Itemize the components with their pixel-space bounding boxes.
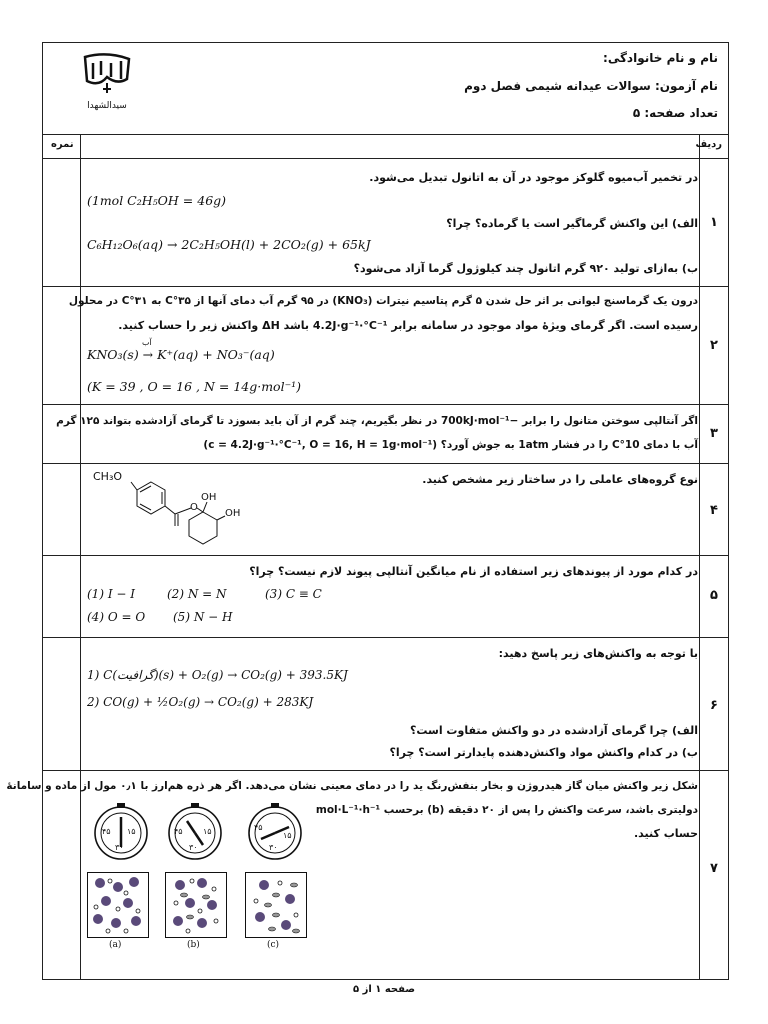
q5-option-2: (2) N = N (167, 587, 227, 601)
particle-box-c (245, 872, 307, 938)
q2-reaction-block (87, 338, 387, 365)
particles-icon (166, 873, 226, 937)
q2-number: ۲ (710, 338, 718, 353)
page-count: تعداد صفحه: ۵ (632, 106, 718, 120)
q1-reaction: C₆H₁₂O₆(aq) → 2C₂H₅OH(l) + 2CO₂(g) + 65kJ (87, 237, 371, 252)
q2-reaction: KNO₃(s) → K⁺(aq) + NO₃⁻(aq) (87, 347, 275, 362)
q7-line1: شکل زیر واکنش میان گاز هیدروژن و بخار بنفش‌رنگ ید را در دمای معینی نشان می‌دهد. اگر هر ذره هم‌ارز با ۰٫۱ مول از ماده و سامانهٔ (6, 780, 698, 792)
clock-b: ۱۵ ۳۰ ۴۵ (165, 801, 225, 861)
student-name-label: نام و نام خانوادگی: (603, 51, 718, 65)
q4-ch3o: CH₃O (93, 470, 123, 483)
q6-part-a: الف) چرا گرمای آزادشده در دو واکنش متفاوت است؟ (409, 724, 698, 737)
panel-label-a: (a) (109, 940, 122, 950)
col-row: ردیف (695, 139, 722, 150)
q6-intro: با توجه به واکنش‌های زیر پاسخ دهید: (498, 647, 698, 660)
clock-a: ۱۵ ۳۰ ۴۵ (91, 801, 151, 861)
q4-structure (93, 468, 273, 552)
q4-o: O (190, 502, 198, 513)
logo-mark-icon (77, 49, 137, 95)
logo-text: سیدالشهدا (87, 101, 127, 111)
q2-line1: درون یک گرماسنج لیوانی بر اثر حل شدن ۵ گرم پتاسیم نیترات (KNO₃) در ۹۵ گرم آب دمای آنها از ۳۵°C به ۳۱°C در محلول (68, 295, 698, 307)
q2-over-arrow: آب (142, 338, 152, 347)
particle-box-a (87, 872, 149, 938)
q7-number: ۷ (710, 861, 718, 876)
exam-name: نام آزمون: سوالات عیدانه شیمی فصل دوم (464, 79, 718, 93)
q3-line2: آب با دمای 10°C را در فشار 1atm به جوش آورد؟ (c = 4.2J·g⁻¹·°C⁻¹, O = 16, H = 1g·mol⁻¹) (203, 439, 698, 451)
q7-line2: دولیتری باشد، سرعت واکنش را پس از ۲۰ دقیقه (b) برحسب mol·L⁻¹·h⁻¹ (315, 804, 698, 816)
particles-icon (88, 873, 148, 937)
q1-intro: در تخمیر آب‌میوه گلوکز موجود در آن به اتانول تبدیل می‌شود. (369, 171, 698, 184)
q1-given: (1mol C₂H₅OH = 46g) (87, 193, 227, 208)
q4-number: ۴ (710, 503, 718, 518)
q4-oh2: OH (225, 508, 241, 519)
q6-reaction-2: 2) CO(g) + ½O₂(g) → CO₂(g) + 283KJ (87, 695, 314, 709)
q7-line3: حساب کنید. (633, 827, 698, 840)
q2-given: (K = 39 , O = 16 , N = 14g·mol⁻¹) (87, 379, 302, 394)
particle-box-b (165, 872, 227, 938)
q5-option-5: (5) N − H (173, 610, 233, 624)
panel-label-b: (b) (187, 940, 200, 950)
q4-oh1: OH (201, 492, 217, 503)
q6-number: ۶ (710, 698, 718, 713)
col-score: نمره (51, 139, 74, 150)
clock-c: ۱۵ ۳۰ ۴۵ (245, 801, 305, 861)
q5-number: ۵ (710, 588, 718, 603)
q6-part-b: ب) در کدام واکنش مواد واکنش‌دهنده پایدارتر است؟ چرا؟ (389, 746, 698, 759)
q3-number: ۳ (710, 426, 718, 441)
panel-label-c: (c) (267, 940, 280, 950)
q3-line1: اگر آنتالپی سوختن متانول را برابر −700kJ·mol⁻¹ در نظر بگیریم، چند گرم از آن باید بسوزد تا گرمای آزادشده بتواند ۱۲۵ گرم (56, 415, 698, 427)
clock-icon (91, 801, 151, 861)
q5-option-3: (3) C ≡ C (265, 587, 322, 601)
q5-option-4: (4) O = O (87, 610, 146, 624)
q6-reaction-1: 1) C(گرافیت)(s) + O₂(g) → CO₂(g) + 393.5KJ (87, 668, 348, 682)
school-logo (77, 49, 137, 111)
particles-icon (246, 873, 306, 937)
q5-text: در کدام مورد از پیوندهای زیر استفاده از نام میانگین آنتالپی پیوند لازم نیست؟ چرا؟ (249, 565, 698, 578)
q1-part-b: ب) به‌ازای تولید ۹۲۰ گرم اتانول چند کیلوژول گرما آزاد می‌شود؟ (353, 262, 698, 275)
q1-part-a: الف) این واکنش گرماگیر است یا گرماده؟ چرا؟ (446, 217, 698, 230)
q4-text: نوع گروه‌های عاملی را در ساختار زیر مشخص کنید. (422, 473, 698, 486)
q5-option-1: (1) I − I (87, 587, 135, 601)
q1-number: ۱ (710, 215, 718, 230)
page-footer: صفحه ۱ از ۵ (353, 984, 415, 995)
exam-frame (6, 42, 729, 980)
q2-line2: رسیده است. اگر گرمای ویژهٔ مواد موجود در سامانه برابر 4.2J·g⁻¹·°C⁻¹ باشد ΔH واکنش زیر را حساب کنید. (118, 319, 698, 332)
